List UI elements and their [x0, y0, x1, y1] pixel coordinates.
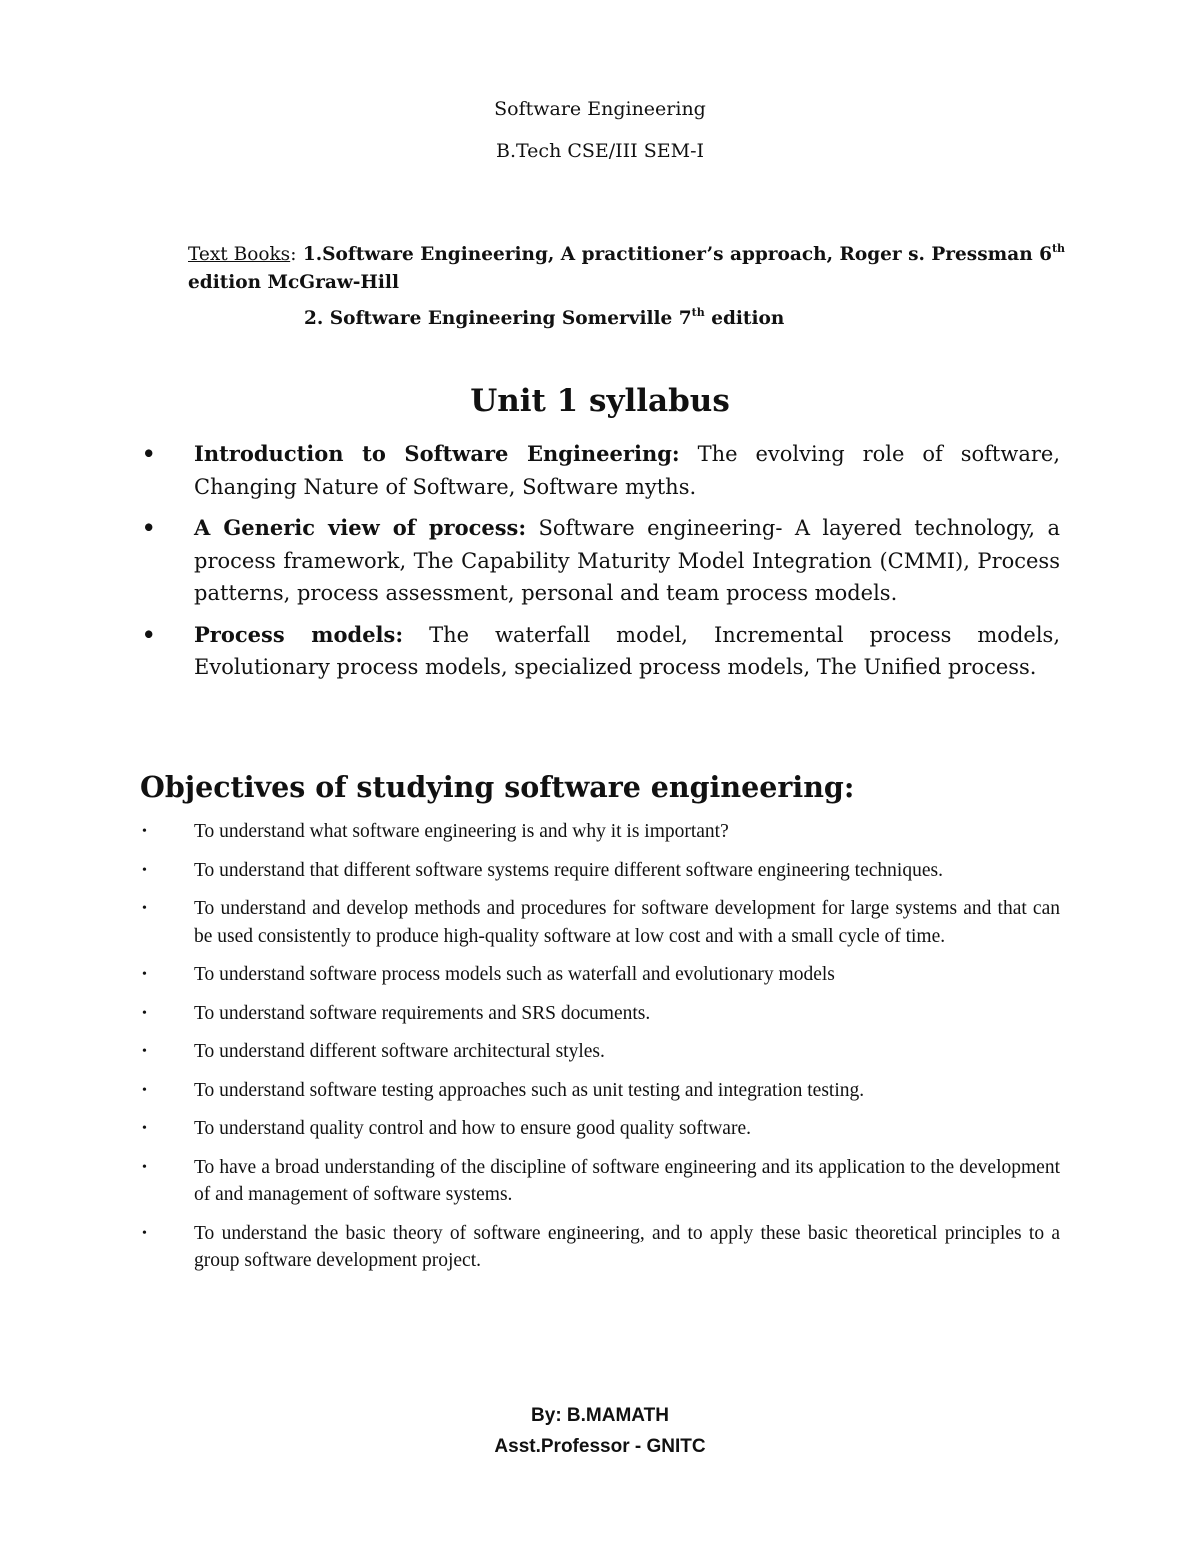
list-item [138, 1220, 1060, 1275]
list-item [138, 1077, 1060, 1105]
syllabus-heading: Introduction to Software Engineering: [194, 441, 680, 466]
list-item [138, 1000, 1060, 1028]
objective-text: To understand and develop methods and procedures for software development for large systems and that can be used consistently to produce high-quality software at low cost and with a small cycle of time. [194, 898, 1060, 947]
objective-text: To understand that different software systems require different software engineering techniques. [194, 859, 943, 881]
bullet-icon: • [142, 515, 156, 540]
list-item [138, 895, 1060, 950]
syllabus-heading: A Generic view of process: [194, 515, 527, 540]
bullet-icon: • [142, 967, 147, 982]
textbook-2-edition: edition [704, 308, 785, 329]
syllabus-text: The waterfall model, Incremental process models, Evolutionary process models, specialized process models, The Unified process. [194, 622, 1060, 679]
objective-text: To understand software process models such as waterfall and evolutionary models [194, 964, 835, 985]
bullet-icon: • [142, 1044, 147, 1059]
list-item [138, 438, 1060, 503]
textbooks-colon: : [290, 244, 297, 265]
syllabus-text: Software engineering- A layered technology, a process framework, The Capability Maturity Model Integration (CMMI), Process patterns, process assessment, personal and team process models. [194, 516, 1060, 605]
textbook-2-title: 2. Software Engineering Somerville 7 [304, 308, 692, 329]
bullet-icon: • [142, 621, 156, 647]
list-item [138, 818, 1060, 846]
bullet-icon: • [142, 824, 147, 839]
objectives-title: Objectives of studying software engineering: [140, 770, 855, 804]
objective-text: To understand software testing approaches such as unit testing and integration testing. [194, 1079, 865, 1101]
textbook-2 [304, 308, 784, 329]
author-role: Asst.Professor - GNITC [494, 1436, 706, 1457]
syllabus-text: The evolving role of software, Changing Nature of Software, Software myths. [194, 442, 1060, 499]
author-name: By: B.MAMATH [531, 1405, 669, 1426]
bullet-icon: • [142, 1005, 147, 1021]
objective-text: To understand quality control and how to ensure good quality software. [194, 1118, 751, 1139]
list-item [138, 1115, 1060, 1143]
textbook-2-sup: th [691, 306, 705, 319]
bullet-icon: • [142, 1159, 147, 1175]
bullet-icon: • [142, 441, 156, 466]
objectives-list [138, 818, 1060, 1286]
bullet-icon: • [142, 1082, 147, 1098]
list-item [138, 961, 1060, 989]
unit-title: Unit 1 syllabus [470, 383, 730, 419]
bullet-icon: • [142, 1121, 147, 1136]
bullet-icon: • [142, 862, 147, 878]
course-subtitle: B.Tech CSE/III SEM-I [495, 140, 704, 162]
author-block [0, 1400, 1200, 1462]
textbook-1-publisher: edition McGraw-Hill [188, 272, 399, 293]
list-item [138, 1038, 1060, 1066]
list-item [138, 857, 1060, 885]
bullet-icon: • [142, 901, 147, 916]
list-item [138, 1154, 1060, 1209]
list-item [138, 512, 1060, 610]
textbook-1: 1.Software Engineering, A practitioner’s approach, Roger s. Pressman 6 [296, 244, 1052, 265]
course-title: Software Engineering [494, 98, 706, 120]
textbooks-label: Text Books [188, 244, 291, 265]
textbook-1-sup: th [1051, 242, 1066, 255]
syllabus-heading: Process models: [194, 621, 404, 647]
objective-text: To understand what software engineering is and why it is important? [194, 821, 729, 842]
objective-text: To have a broad understanding of the discipline of software engineering and its application to the development of and management of software systems. [194, 1156, 1060, 1205]
objective-text: To understand the basic theory of software engineering, and to apply these basic theoretical principles to a group software development project. [194, 1222, 1060, 1271]
list-item [138, 619, 1060, 684]
objective-text: To understand different software architectural styles. [194, 1041, 605, 1062]
syllabus-list [138, 438, 1060, 693]
objective-text: To understand software requirements and SRS documents. [194, 1002, 651, 1024]
textbooks-block [188, 241, 1068, 297]
bullet-icon: • [142, 1225, 147, 1241]
